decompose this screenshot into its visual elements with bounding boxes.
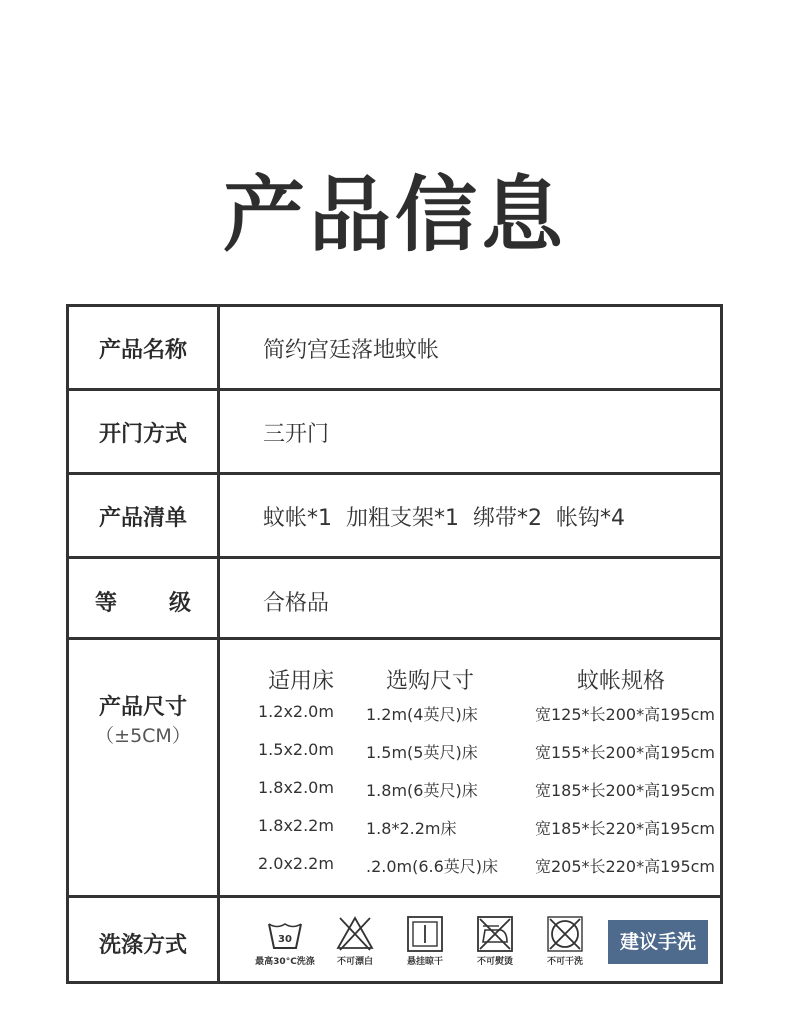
care-no-iron xyxy=(465,914,525,967)
size-cell: 宽205*长220*高195cm xyxy=(535,857,716,876)
row-package-list xyxy=(69,475,720,559)
size-header-spec: 蚊帐规格 xyxy=(576,669,665,694)
size-cell: 1.8x2.0m xyxy=(258,778,334,797)
label-wash: 洗涤方式 xyxy=(98,933,187,958)
value-product-name: 简约宫廷落地蚊帐 xyxy=(263,338,440,363)
row-wash xyxy=(69,898,720,984)
value-package-list: 蚊帐*1 加粗支架*1 绑带*2 帐钩*4 xyxy=(263,506,625,531)
size-cell: 1.2m(4英尺)床 xyxy=(366,705,478,724)
care-caption: 不可漂白 xyxy=(336,957,373,967)
size-header-choice: 选购尺寸 xyxy=(385,669,474,694)
care-caption: 不可熨烫 xyxy=(476,957,513,967)
care-hang-dry xyxy=(395,914,455,967)
value-grade: 合格品 xyxy=(263,591,330,616)
size-cell: 宽185*长200*高195cm xyxy=(535,781,716,800)
label-size xyxy=(69,690,217,748)
wash-temp: 30 xyxy=(278,934,292,945)
size-cell: 1.8x2.2m xyxy=(258,816,334,835)
size-cell: 1.5x2.0m xyxy=(258,740,334,759)
hang-dry-icon xyxy=(405,914,445,954)
size-cell: 1.8m(6英尺)床 xyxy=(366,781,478,800)
handwash-badge: 建议手洗 xyxy=(608,920,708,964)
size-header-bed: 适用床 xyxy=(267,669,334,694)
label-product-name: 产品名称 xyxy=(98,338,187,363)
size-cell: 宽125*长200*高195cm xyxy=(535,705,716,724)
row-door-type xyxy=(69,391,720,475)
size-cell: .2.0m(6.6英尺)床 xyxy=(366,857,499,876)
size-cell: 1.8*2.2m床 xyxy=(366,819,457,838)
value-door-type: 三开门 xyxy=(263,422,330,447)
label-grade xyxy=(69,586,217,617)
care-no-dry-clean xyxy=(535,914,595,967)
label-size-tolerance: （±5CM） xyxy=(95,725,191,747)
no-dry-clean-icon xyxy=(545,914,585,954)
page-title: 产品信息 xyxy=(222,168,567,263)
size-cell: 1.2x2.0m xyxy=(258,702,334,721)
label-door-type: 开门方式 xyxy=(98,422,187,447)
product-info-table xyxy=(66,304,723,984)
size-grid xyxy=(220,640,720,895)
size-cell: 宽185*长220*高195cm xyxy=(535,819,716,838)
size-cell: 宽155*长200*高195cm xyxy=(535,743,716,762)
size-cell: 1.5m(5英尺)床 xyxy=(366,743,478,762)
care-wash-30 xyxy=(247,914,323,967)
row-grade xyxy=(69,559,720,640)
care-caption: 不可干洗 xyxy=(546,957,583,967)
no-iron-icon xyxy=(475,914,515,954)
label-grade-a: 等 xyxy=(94,591,117,616)
label-size-main: 产品尺寸 xyxy=(98,695,187,720)
size-cell: 2.0x2.2m xyxy=(258,854,334,873)
label-package-list: 产品清单 xyxy=(98,506,187,531)
no-bleach-icon xyxy=(335,914,375,954)
wash-30-icon xyxy=(265,914,305,954)
row-product-name xyxy=(69,307,720,391)
care-caption: 最高30°C洗涤 xyxy=(255,957,315,967)
care-no-bleach xyxy=(325,914,385,967)
care-caption: 悬挂晾干 xyxy=(406,957,443,967)
row-size xyxy=(69,640,720,898)
label-grade-b: 级 xyxy=(169,591,192,616)
